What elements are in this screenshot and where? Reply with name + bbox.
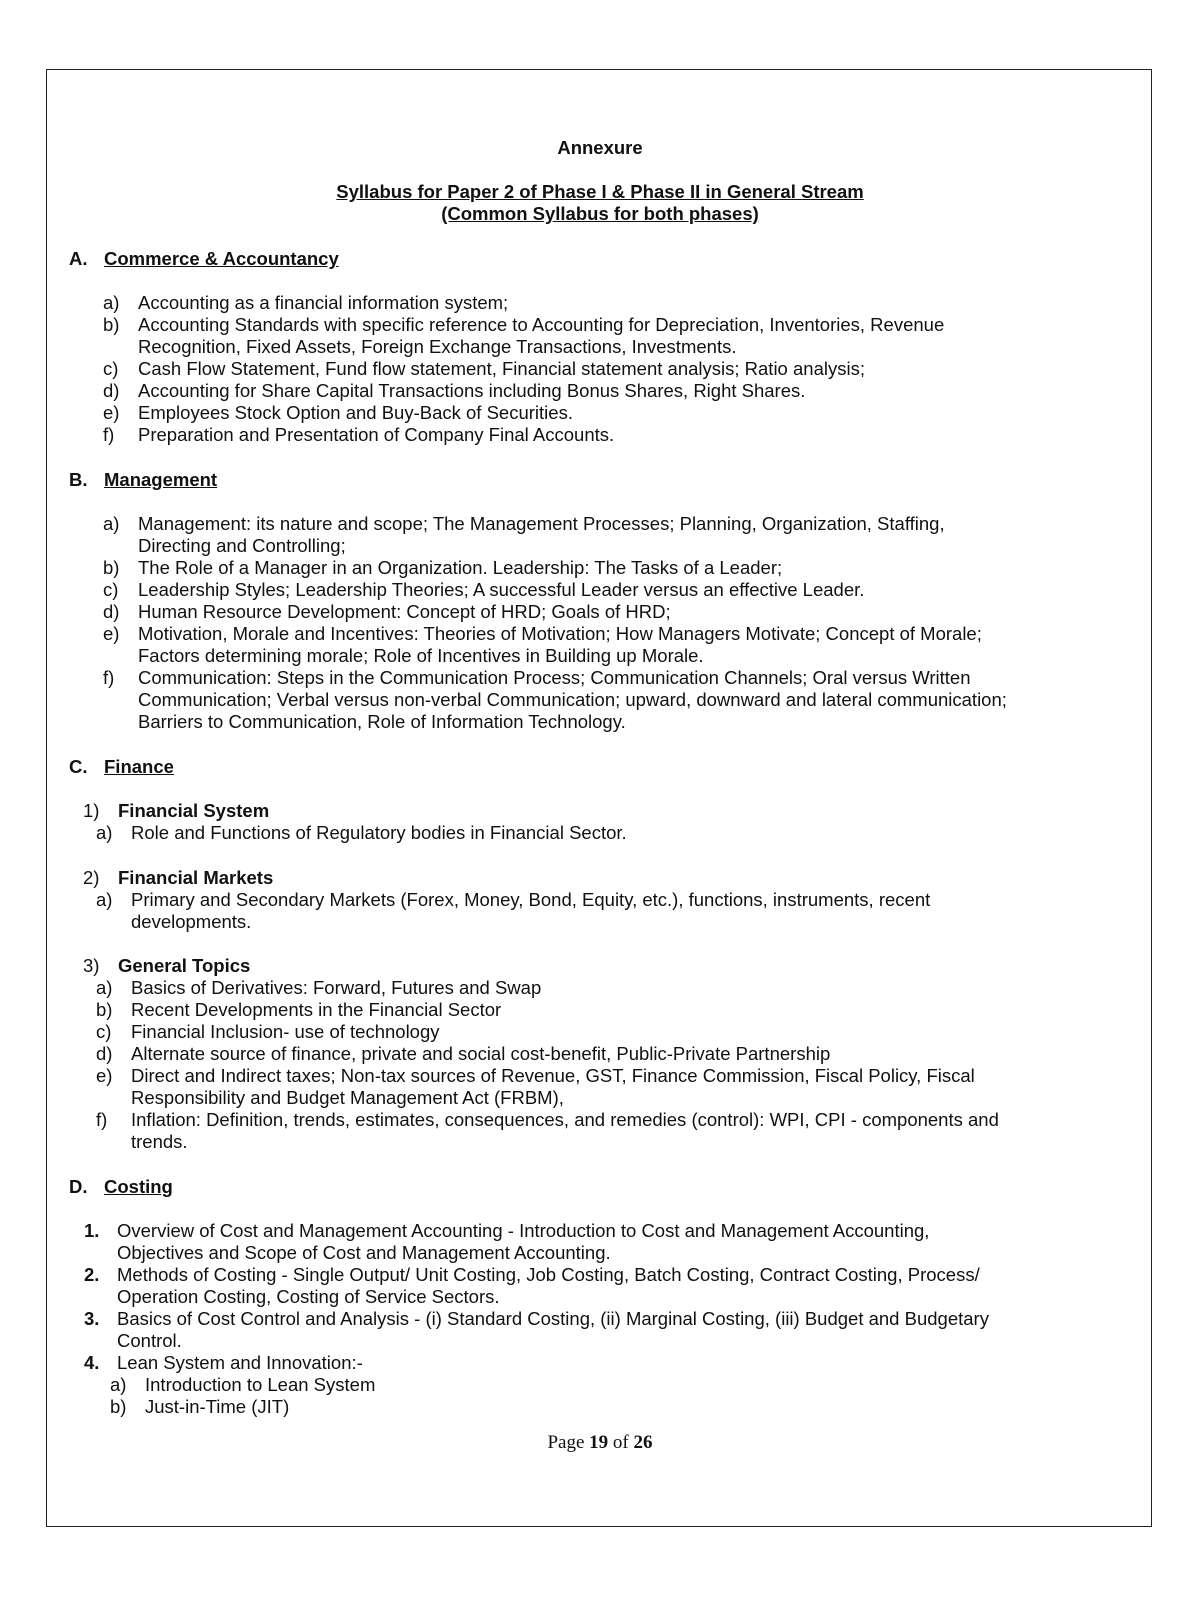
item-marker: a) [103,513,120,534]
item-marker: c) [96,1021,112,1042]
item-marker: a) [96,977,113,998]
list-subitem: Introduction to Lean System [145,1374,376,1395]
subitem-marker: b) [110,1396,127,1417]
syllabus-title-line2: (Common Syllabus for both phases) [441,203,759,224]
page-footer [0,1432,1200,1454]
list-item: Motivation, Morale and Incentives: Theories of Motivation; How Managers Motivate; Concept of Morale; [138,623,982,644]
subsection-marker: 3) [83,955,100,976]
list-item: Basics of Derivatives: Forward, Futures and Swap [131,977,542,998]
item-marker: b) [96,999,113,1020]
item-marker: 4. [84,1352,100,1373]
list-item: Management: its nature and scope; The Management Processes; Planning, Organization, Staffing, [138,513,945,534]
list-item-continued: Communication; Verbal versus non-verbal Communication; upward, downward and lateral communication; [138,689,1007,710]
section-marker: D. [69,1176,88,1197]
list-subitem: Just-in-Time (JIT) [145,1396,290,1417]
section-marker: C. [69,756,88,777]
list-item: Communication: Steps in the Communication Process; Communication Channels; Oral versus Written [138,667,971,688]
list-item: Employees Stock Option and Buy-Back of Securities. [138,402,573,423]
page-number: 19 [589,1432,609,1453]
list-item-continued: Operation Costing, Costing of Service Sectors. [117,1286,500,1307]
list-item-continued: Barriers to Communication, Role of Information Technology. [138,711,626,732]
item-marker: d) [103,380,120,401]
section-heading: Commerce & Accountancy [104,248,339,269]
annexure-heading: Annexure [557,137,643,158]
page-word: Page [547,1432,585,1453]
list-item-continued: Factors determining morale; Role of Incentives in Building up Morale. [138,645,704,666]
subsection-marker: 1) [83,800,100,821]
list-item: Financial Inclusion- use of technology [131,1021,440,1042]
list-item: Cash Flow Statement, Fund flow statement, Financial statement analysis; Ratio analysis; [138,358,865,379]
section-marker: A. [69,248,88,269]
list-item: Inflation: Definition, trends, estimates, consequences, and remedies (control): WPI, CPI - components and [131,1109,999,1130]
section-heading: Management [104,469,218,490]
subsection-heading: General Topics [118,955,251,976]
item-marker: e) [103,623,120,644]
item-marker: 2. [84,1264,100,1285]
list-item: Methods of Costing - Single Output/ Unit Costing, Job Costing, Batch Costing, Contract Costing, Process/ [117,1264,980,1285]
list-item: Accounting Standards with specific reference to Accounting for Depreciation, Inventories, Revenue [138,314,945,335]
list-item-continued: Recognition, Fixed Assets, Foreign Exchange Transactions, Investments. [138,336,737,357]
list-item: Lean System and Innovation:- [117,1352,363,1373]
list-item: Human Resource Development: Concept of HRD; Goals of HRD; [138,601,671,622]
list-item-continued: Objectives and Scope of Cost and Management Accounting. [117,1242,611,1263]
of-word: of [612,1432,629,1453]
subitem-marker: a) [110,1374,127,1395]
list-item: Role and Functions of Regulatory bodies in Financial Sector. [131,822,627,843]
list-item-continued: developments. [131,911,252,932]
item-marker: b) [103,314,120,335]
syllabus-title-line1: Syllabus for Paper 2 of Phase I & Phase II in General Stream [336,181,864,202]
item-marker: a) [96,889,113,910]
subsection-heading: Financial System [118,800,270,821]
section-marker: B. [69,469,88,490]
item-marker: a) [103,292,120,313]
list-item: Recent Developments in the Financial Sector [131,999,502,1020]
item-marker: f) [96,1109,108,1130]
list-item: Overview of Cost and Management Accounting - Introduction to Cost and Management Accounting, [117,1220,930,1241]
list-item: Direct and Indirect taxes; Non-tax sources of Revenue, GST, Finance Commission, Fiscal Policy, Fiscal [131,1065,975,1086]
item-marker: 1. [84,1220,100,1241]
item-marker: e) [103,402,120,423]
item-marker: c) [103,579,119,600]
subsection-marker: 2) [83,867,100,888]
item-marker: d) [96,1043,113,1064]
list-item: The Role of a Manager in an Organization. Leadership: The Tasks of a Leader; [138,557,783,578]
section-heading: Costing [104,1176,173,1197]
item-marker: d) [103,601,120,622]
subsection-heading: Financial Markets [118,867,274,888]
item-marker: f) [103,424,115,445]
list-item: Preparation and Presentation of Company Final Accounts. [138,424,615,445]
list-item: Accounting for Share Capital Transactions including Bonus Shares, Right Shares. [138,380,806,401]
list-item-continued: trends. [131,1131,188,1152]
list-item-continued: Responsibility and Budget Management Act (FRBM), [131,1087,564,1108]
item-marker: a) [96,822,113,843]
total-pages: 26 [633,1432,653,1453]
list-item: Accounting as a financial information system; [138,292,509,313]
list-item: Primary and Secondary Markets (Forex, Money, Bond, Equity, etc.), functions, instruments, recent [131,889,931,910]
list-item-continued: Directing and Controlling; [138,535,346,556]
item-marker: c) [103,358,119,379]
item-marker: b) [103,557,120,578]
section-heading: Finance [104,756,174,777]
item-marker: 3. [84,1308,100,1329]
item-marker: e) [96,1065,113,1086]
list-item-continued: Control. [117,1330,182,1351]
list-item: Basics of Cost Control and Analysis - (i) Standard Costing, (ii) Marginal Costing, (iii) Budget and Budgetary [117,1308,989,1329]
list-item: Alternate source of finance, private and social cost-benefit, Public-Private Partnership [131,1043,831,1064]
item-marker: f) [103,667,115,688]
list-item: Leadership Styles; Leadership Theories; A successful Leader versus an effective Leader. [138,579,865,600]
